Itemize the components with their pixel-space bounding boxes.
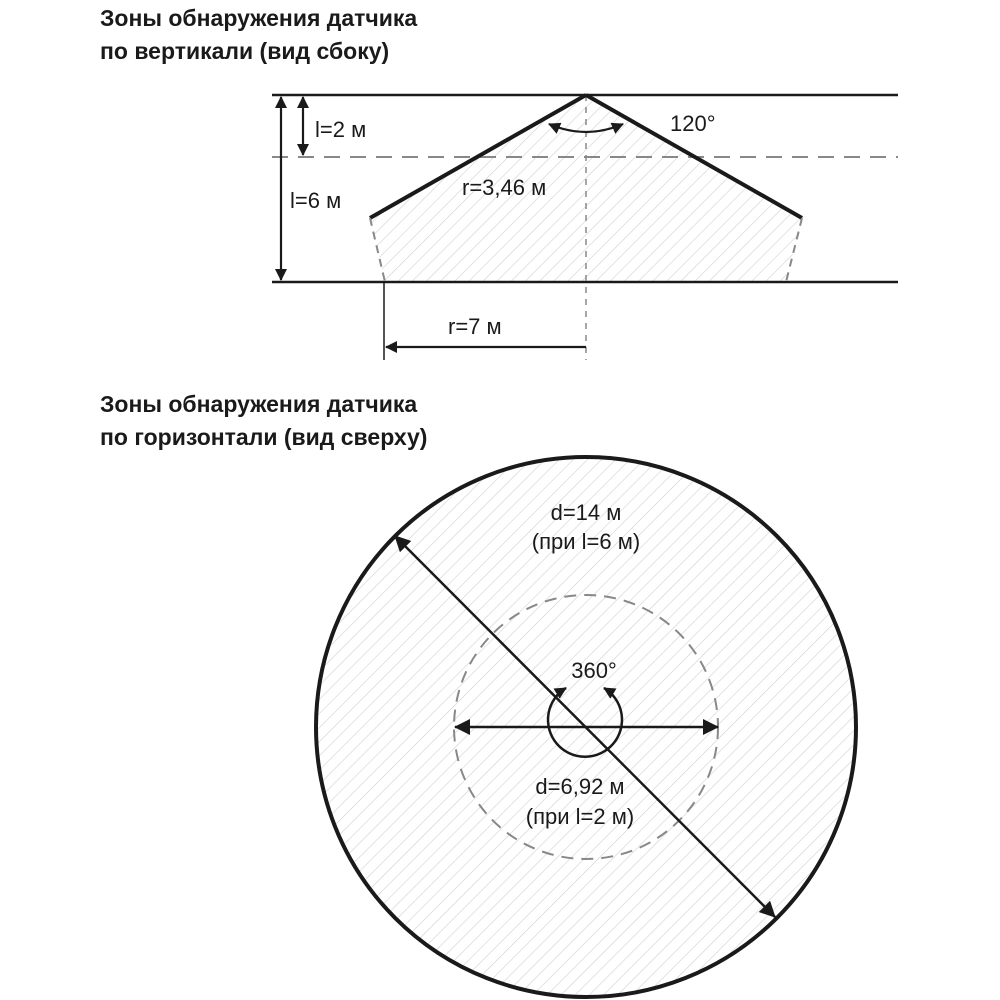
side-view	[272, 95, 898, 360]
rotation-label: 360°	[571, 658, 617, 683]
radius-large-label: r=7 м	[448, 314, 502, 339]
inner-diameter-label: d=6,92 м	[535, 774, 625, 799]
height-total-label: l=6 м	[290, 188, 342, 213]
inner-condition-label: (при l=2 м)	[525, 804, 635, 829]
top-view	[316, 457, 856, 997]
outer-condition-label: (при l=6 м)	[531, 529, 641, 554]
side-view-title-line2: по вертикали (вид сбоку)	[100, 38, 390, 64]
top-view-title-line2: по горизонтали (вид сверху)	[100, 424, 428, 450]
side-view-title-line1: Зоны обнаружения датчика	[100, 5, 418, 31]
top-view-title-line1: Зоны обнаружения датчика	[100, 391, 418, 417]
radius-small-label: r=3,46 м	[462, 175, 547, 200]
outer-diameter-label: d=14 м	[550, 500, 622, 525]
height-small-label: l=2 м	[315, 117, 367, 142]
angle-label: 120°	[670, 111, 716, 136]
